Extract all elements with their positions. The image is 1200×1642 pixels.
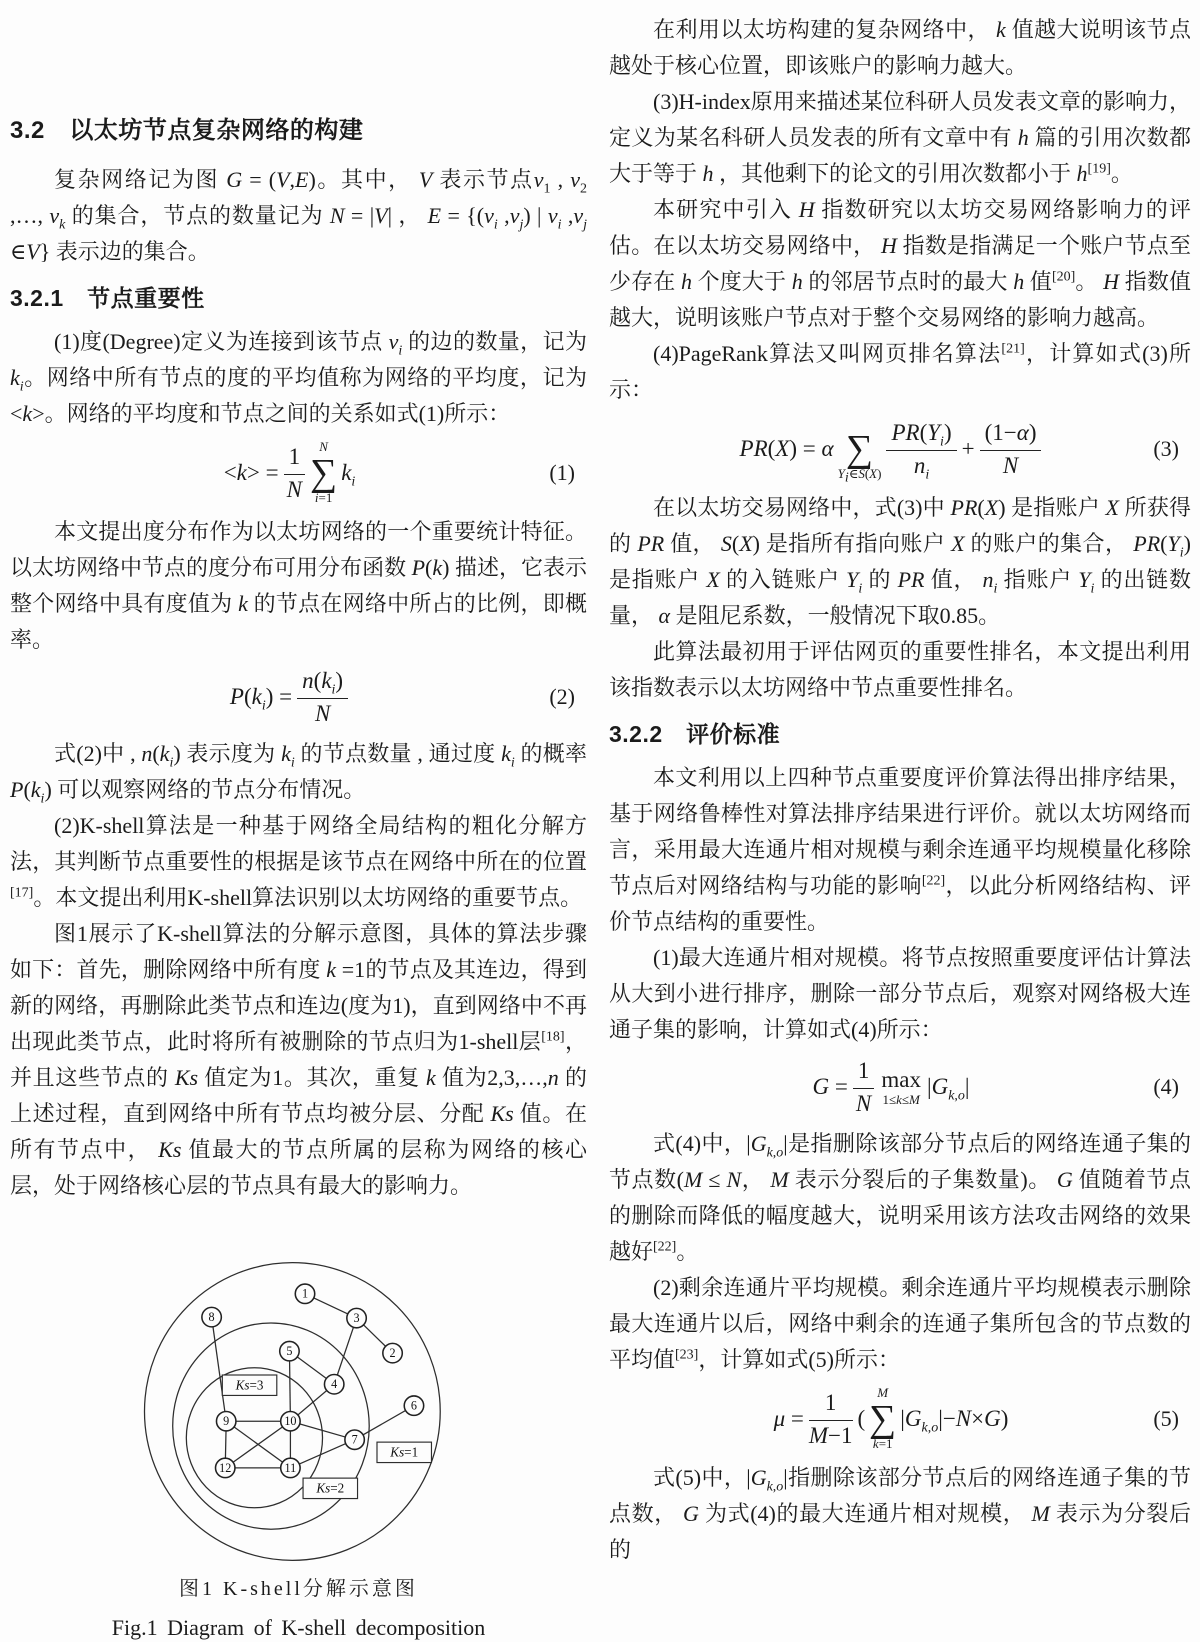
left-column-blocks [10, 116, 587, 1572]
fraction: $\frac{(1-\alpha)}{N}$ [977, 419, 1045, 479]
equation-text: + [961, 436, 975, 462]
equation-number: (4) [1153, 1073, 1179, 1099]
equation-text: <k> = [223, 460, 279, 486]
fraction: $\frac{1}{N}$ [850, 1057, 878, 1117]
equation [609, 1385, 1179, 1452]
right-column-blocks [609, 12, 1191, 1568]
equation [10, 666, 575, 728]
equation-text: $|G_{k,o}|$ [926, 1074, 970, 1104]
equation-text: G = [812, 1074, 848, 1100]
svg-text:10: 10 [284, 1414, 297, 1429]
paragraph: 式(5)中，$|G_{k,o}|$指删除该部分节点后的网络连通子集的节点数， G 为式(4)的最大连通片相对规模， M 表示为分裂后的 [609, 1465, 1192, 1563]
graph-node-2 [383, 1343, 402, 1362]
left-column [10, 12, 587, 1642]
fraction: $\frac{1}{N}$ [281, 443, 309, 503]
section-heading: 3.2.1 节点重要性 [10, 285, 205, 311]
figure-1 [10, 1214, 587, 1572]
graph-node-11 [281, 1458, 300, 1477]
paragraph: 图1展示了K-shell算法的分解示意图，具体的算法步骤如下：首先，删除网络中所有度 k =1的节点及其连边，得到新的网络，再删除此类节点和连边(度为1)，直到网络中不再出现此类节点，此时将所有被删除的节点归为1-shell层[18]，并且这些节点的 Ks 值定为1。其次，重复 k 值为2,3,…,n 的上述过程，直到网络中所有节点均被分层、分配 Ks 值。在所有节点中， Ks 值最大的节点所属的层称为网络的核心层，处于网络核心层的节点具有最大的影响力。 [10, 921, 587, 1199]
equation-text: PR(X) = α [739, 436, 834, 462]
equation [609, 416, 1179, 486]
equation-number: (1) [549, 459, 575, 485]
paragraph: 本研究中引入 H 指数研究以太坊交易网络影响力的评估。在以太坊交易网络中， H 指数是指满足一个账户节点至少存在 h 个度大于 h 的邻居节点时的最大 h 值[20]。 H 指数值越大，说明该账户节点对于整个交易网络的影响力越高。 [609, 197, 1191, 330]
svg-text:3: 3 [353, 1311, 360, 1326]
fraction: $\frac{PR(Y_i)}{n_i}$ [883, 419, 959, 479]
shell-label-Ks=3 [222, 1375, 276, 1395]
graph-node-9 [216, 1412, 235, 1431]
svg-text:8: 8 [208, 1310, 215, 1325]
figure-caption-zh: 图1 K-shell分解示意图 [179, 1578, 418, 1601]
equation-number: (2) [549, 683, 575, 709]
fraction: $\frac{n(k_i)}{N}$ [294, 667, 351, 727]
paragraph: (2)K-shell算法是一种基于网络全局结构的粗化分解方法，其判断节点重要性的根据是该节点在网络中所在的位置[17]。本文提出利用K-shell算法识别以太坊网络的重要节点。 [10, 813, 587, 911]
summation: N ∑ i=1 [310, 439, 338, 506]
equation-text: $P(k_i)$ = [229, 684, 293, 714]
summation: ∑ $Y_i\in S(X)$ [837, 428, 882, 486]
shell-label-Ks=1 [377, 1442, 431, 1462]
graph-node-1 [295, 1284, 314, 1303]
svg-text:12: 12 [219, 1460, 232, 1475]
paragraph: 式(4)中，$|G_{k,o}|$是指删除该部分节点后的网络连通子集的节点数(M ≤ N， M 表示分裂后的子集数量)。 G 值随着节点的删除而降低的幅度越大，说明采用该方法攻击网络的效果越好[22]。 [609, 1131, 1192, 1265]
paragraph: (4)PageRank算法又叫网页排名算法[21]，计算如式(3)所示： [609, 341, 1192, 402]
svg-text:Ks=2: Ks=2 [316, 1480, 345, 1496]
svg-text:9: 9 [223, 1414, 230, 1429]
graph-node-7 [345, 1430, 364, 1449]
svg-text:6: 6 [410, 1398, 418, 1413]
section-heading: 3.2 以太坊节点复杂网络的构建 [10, 117, 364, 144]
paragraph: (3)H-index原用来描述某位科研人员发表文章的影响力，定义为某名科研人员发表的所有文章中有 h 篇的引用次数都大于等于 h ，其他剩下的论文的引用次数都小于 h[19]。 [609, 89, 1191, 186]
graph-node-12 [216, 1458, 235, 1477]
kshell-decomposition-diagram [126, 1214, 556, 1572]
paragraph: 在以太坊交易网络中，式(3)中 PR(X) 是指账户 X 所获得的 PR 值， S(X) 是指所有指向账户 X 的账户的集合， $PR(Y_i)$ 是指账户 X 的入链账户 $Y_i$ 的 PR 值， $n_i$ 指账户 $Y_i$ 的出链数量， α 是阻尼系数，一般情况下取0.85。 [609, 495, 1191, 629]
paragraph: (1)最大连通片相对规模。将节点按照重要度评估计算法从大到小进行排序，删除一部分节点后，观察对网络极大连通子集的影响，计算如式(4)所示： [609, 945, 1191, 1043]
svg-text:2: 2 [389, 1346, 396, 1361]
svg-text:11: 11 [284, 1460, 297, 1475]
equation-number: (5) [1153, 1405, 1179, 1431]
svg-text:1: 1 [301, 1286, 309, 1301]
paragraph: 式(2)中 , $n(k_i)$ 表示度为 $k_i$ 的节点数量 , 通过度 $k_i$ 的概率 $P(k_i)$ 可以观察网络的节点分布情况。 [10, 741, 587, 807]
svg-text:5: 5 [286, 1344, 293, 1359]
equation-text: μ = [773, 1406, 804, 1432]
paragraph: (2)剩余连通片平均规模。剩余连通片平均规模表示删除最大连通片以后，网络中剩余的连通子集所包含的节点数的平均值[23]，计算如式(5)所示： [609, 1275, 1191, 1373]
equation-text: ( [857, 1406, 866, 1432]
graph-node-10 [281, 1412, 300, 1431]
svg-text:Ks=3: Ks=3 [235, 1377, 264, 1393]
svg-text:Ks=1: Ks=1 [390, 1444, 419, 1460]
right-column [609, 12, 1191, 1642]
paragraph: 此算法最初用于评估网页的重要性排名，本文提出利用该指数表示以太坊网络中节点重要性排名。 [609, 639, 1191, 701]
summation: M ∑ k=1 [869, 1385, 897, 1452]
graph-edge-5-10 [289, 1351, 290, 1421]
equation-text: $k_i$ [341, 460, 356, 490]
section-heading: 3.2.2 评价标准 [609, 721, 781, 748]
equation [609, 1056, 1179, 1118]
graph-node-8 [202, 1307, 221, 1326]
paragraph: 本文利用以上四种节点重要度评价算法得出排序结果，基于网络鲁棒性对算法排序结果进行评价。就以太坊网络而言，采用最大连通片相对规模与剩余连通平均规模量化移除节点后对网络结构与功能的影响[22]，以此分析网络结构、评价节点结构的重要性。 [609, 765, 1191, 935]
paragraph: 复杂网络记为图 G = (V,E)。其中， V 表示节点$v_1$ , $v_2$ ,…, $v_k$ 的集合，节点的数量记为 N = |V| ， $E = \{(v_i$ $,v_j$) | $v_i$ $,v_j$ ∈V} 表示边的集合。 [10, 167, 588, 264]
graph-node-5 [280, 1342, 299, 1361]
paragraph: 在利用以太坊构建的复杂网络中， k 值越大说明该节点越处于核心位置，即该账户的影响力越大。 [609, 17, 1191, 78]
graph-node-3 [347, 1308, 366, 1327]
paragraph: (1)度(Degree)定义为连接到该节点 $v_i$ 的边的数量，记为 $k_i$。网络中所有节点的度的平均值称为网络的平均度，记为 <k>。网络的平均度和节点之间的关系如式(1)所示： [10, 329, 587, 426]
figure-caption-en: Fig.1 Diagram of K-shell decomposition [111, 1615, 486, 1641]
equation-number: (3) [1153, 435, 1179, 461]
svg-text:7: 7 [351, 1432, 358, 1447]
equation [10, 439, 575, 506]
graph-edge-8-9 [212, 1317, 227, 1421]
graph-node-4 [324, 1375, 343, 1394]
shell-label-Ks=2 [303, 1478, 357, 1498]
graph-node-6 [404, 1396, 423, 1415]
max-operator: max 1≤k≤M [881, 1067, 921, 1107]
fraction: $\frac{1}{M-1}$ [808, 1390, 853, 1448]
paragraph: 本文提出度分布作为以太坊网络的一个重要统计特征。以太坊网络中节点的度分布可用分布函数 P(k) 描述，它表示整个网络中具有度值为 k 的节点在网络中所占的比例，即概率。 [10, 519, 587, 653]
equation-text: $|G_{k,o}|-N\times G$) [900, 1406, 1009, 1436]
svg-text:4: 4 [331, 1377, 338, 1392]
